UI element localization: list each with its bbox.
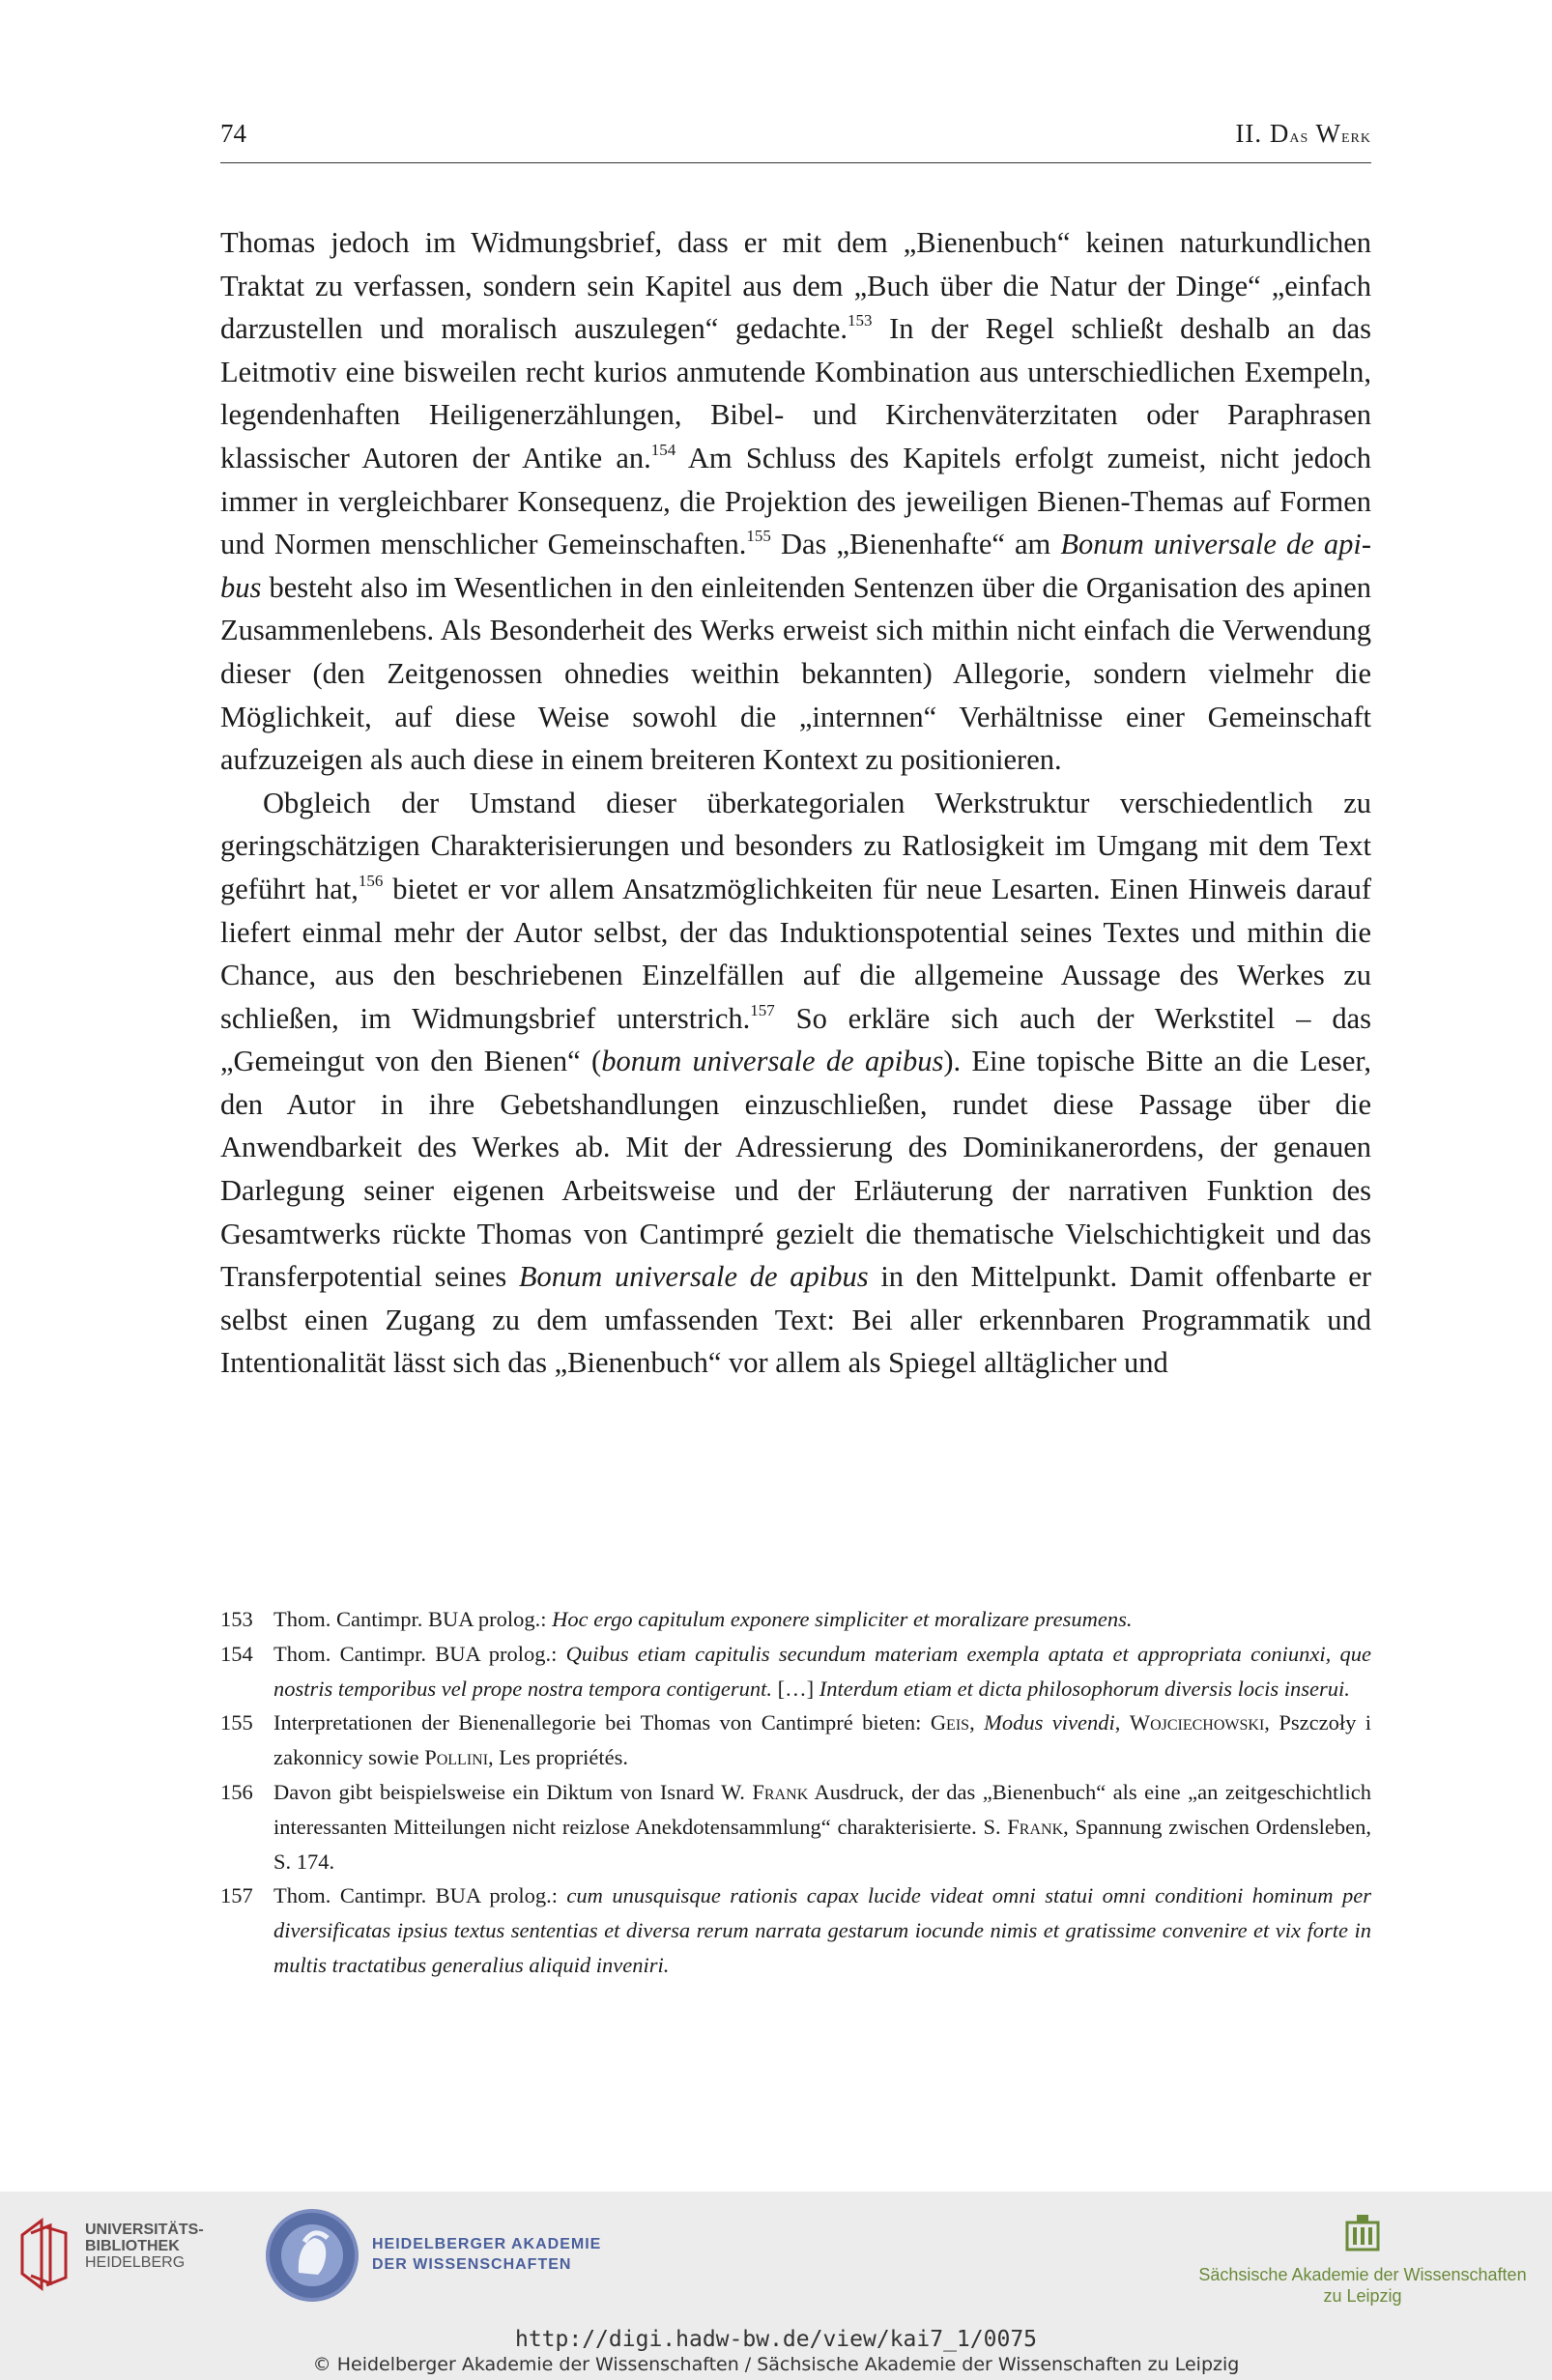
work-title: Bonum universale de apibus xyxy=(220,528,1372,604)
main-text xyxy=(220,221,1371,1385)
paragraph-1: Thomas jedoch im Widmungsbrief, dass er mit dem „Bienenbuch“ keinen naturkundlichen Traktat zu verfassen, sondern sein Kapitel aus dem „Buch über die Natur der Dinge“ „einfach darzustellen und moralisch auszulegen“ gedachte.$^{153}$ In der Regel schließt deshalb an das Leitmotiv eine bisweilen recht kurios anmutende Kombination aus unterschiedlichen Exempeln, legendenhaften Heiligenerzählungen, Bibel- und Kirchenväterzitaten oder Paraphrasen klassischer Autoren der Antike an.$^{154}$ Am Schluss des Kapitels erfolgt zumeist, nicht jedoch immer in vergleichbarer Konsequenz, die Projektion des jeweiligen Bienen-Themas auf Formen und Normen menschlicher Gemeinschaften.$^{155}$ Das „Bienenhafte“ am Bonum universale de apibus besteht also im Wesentlichen in den einleitenden Sentenzen über die Organisation des apinen Zusammenlebens. Als Besonderheit des Werks erweist sich mithin nicht einfach die Verwendung dieser (den Zeitgenossen ohnedies weithin bekannten) Allegorie, sondern vielmehr die Möglichkeit, auf diese Weise sowohl die „internnen“ Verhältnisse einer Gemeinschaft aufzuzeigen als auch diese in einem breiteren Kontext zu positionieren. xyxy=(220,226,1372,777)
copyright-notice: © Heidelberger Akademie der Wissenschaften / Sächsische Akademie der Wissenschaften zu Leipzig xyxy=(312,2354,1240,2375)
footnote-ref-154[interactable]: 154 xyxy=(650,440,676,459)
permalink-url[interactable]: http://digi.hadw-bw.de/view/kai7_1/0075 xyxy=(514,2327,1038,2352)
footnote-ref-155[interactable]: 155 xyxy=(746,527,771,545)
work-title: Bonum universale de apibus xyxy=(518,1260,869,1294)
work-title: bonum universale de apibus xyxy=(601,1045,944,1078)
footnote-number: 156 xyxy=(220,1779,253,1804)
hadw-logo[interactable]: HEIDELBERGER AKADEMIE DER WISSENSCHAFTEN xyxy=(266,2209,614,2306)
footnote-ref-157[interactable]: 157 xyxy=(750,1000,775,1019)
digitization-footer xyxy=(0,2192,1552,2380)
running-head-title: II. Das Werk xyxy=(1235,119,1371,148)
paragraph-2: Obgleich der Umstand dieser überkategorialen Werkstruktur verschiedentlich zu geringschätzigen Charakterisierungen und besonders zu Ratlosigkeit im Umgang mit dem Text geführt hat,$^{156}$ bietet er vor allem Ansatzmöglichkeiten für neue Lesarten. Einen Hinweis darauf liefert einmal mehr der Autor selbst, der das Induktionspotential seines Textes und mithin die Chance, aus den beschriebenen Einzelfällen auf die allgemeine Aussage des Werkes zu schließen, im Widmungsbrief unterstrich.$^{157}$ So erkläre sich auch der Werkstitel – das „Gemeingut von den Bienen“ (bonum universale de apibus). Eine topische Bitte an die Leser, den Autor in ihre Gebetshandlungen einzuschließen, rundet diese Passage über die Anwendbarkeit des Werkes ab. Mit der Adressierung des Dominikanerordens, der genauen Darlegung seiner eigenen Arbeitsweise und der Erläuterung der narrativen Funktion des Gesamtwerks rückte Thomas von Cantimpré gezielt die thematische Vielschichtigkeit und das Transferpotential seines Bonum universale de apibus in den Mittelpunkt. Damit offenbarte er selbst einen Zugang zu dem umfassenden Text: Bei aller erkennbaren Programmatik und Intentionalität lässt sich das „Bienenbuch“ vor allem als Spiegel alltäglicher und xyxy=(220,786,1371,1380)
footnote-ref-156[interactable]: 156 xyxy=(358,871,384,890)
ub-heidelberg-logo[interactable]: UNIVERSITÄTS- BIBLIOTHEK HEIDELBERG xyxy=(17,2216,220,2293)
building-icon xyxy=(1345,2213,1380,2251)
footnote-ref-153[interactable]: 153 xyxy=(847,311,873,330)
footnote-157: 157 Thom. Cantimpr. BUA prolog.: cum unusquisque rationis capax lucide videat omni statui omni conditioni hominum per diversificatas ipsius textus sententias et diversa rerum narrata gestarum iocunde nimis et gratissime convenire et vix forte in multis tractatibus generalius aliquid inveniri. xyxy=(220,1878,1371,1982)
ub-logo-icon xyxy=(17,2216,75,2293)
footnote-number: 153 xyxy=(220,1607,253,1631)
page-number: 74 xyxy=(220,119,246,148)
footnote-number: 154 xyxy=(220,1641,253,1666)
footnote-155: 155 Interpretationen der Bienenallegorie bei Thomas von Cantimpré bieten: Geis, Modus vivendi, Wojciechowski, Pszczoły i zakonnicy sowie Pollini, Les propriétés. xyxy=(220,1706,1371,1775)
minerva-seal-icon xyxy=(266,2209,359,2302)
footnote-number: 157 xyxy=(220,1883,253,1908)
footnote-156: 156 Davon gibt beispielsweise ein Diktum von Isnard W. Frank Ausdruck, der das „Bienenbuch“ als eine „an zeitgeschichtlich interessanten Mitteilungen nicht reizlose Anekdotensammlung“ charakterisierte. S. Frank, Spannung zwischen Ordensleben, S. 174. xyxy=(220,1775,1371,1878)
footnote-153: 153 Thom. Cantimpr. BUA prolog.: Hoc ergo capitulum exponere simpliciter et moralizare presumens. xyxy=(220,1602,1371,1637)
footnote-number: 155 xyxy=(220,1710,253,1735)
running-header xyxy=(220,114,1371,163)
footnote-154: 154 Thom. Cantimpr. BUA prolog.: Quibus etiam capitulis secundum materiam exempla aptata et appropriata coniunxi, que nostris temporibus vel prope nostra tempora contigerunt. […] Interdum etiam et dicta philosophorum diversis locis inserui. xyxy=(220,1637,1371,1706)
footnotes xyxy=(220,1602,1371,1983)
saw-leipzig-logo[interactable]: Sächsische Akademie der Wissenschaften zu Leipzig xyxy=(1198,2213,1527,2319)
